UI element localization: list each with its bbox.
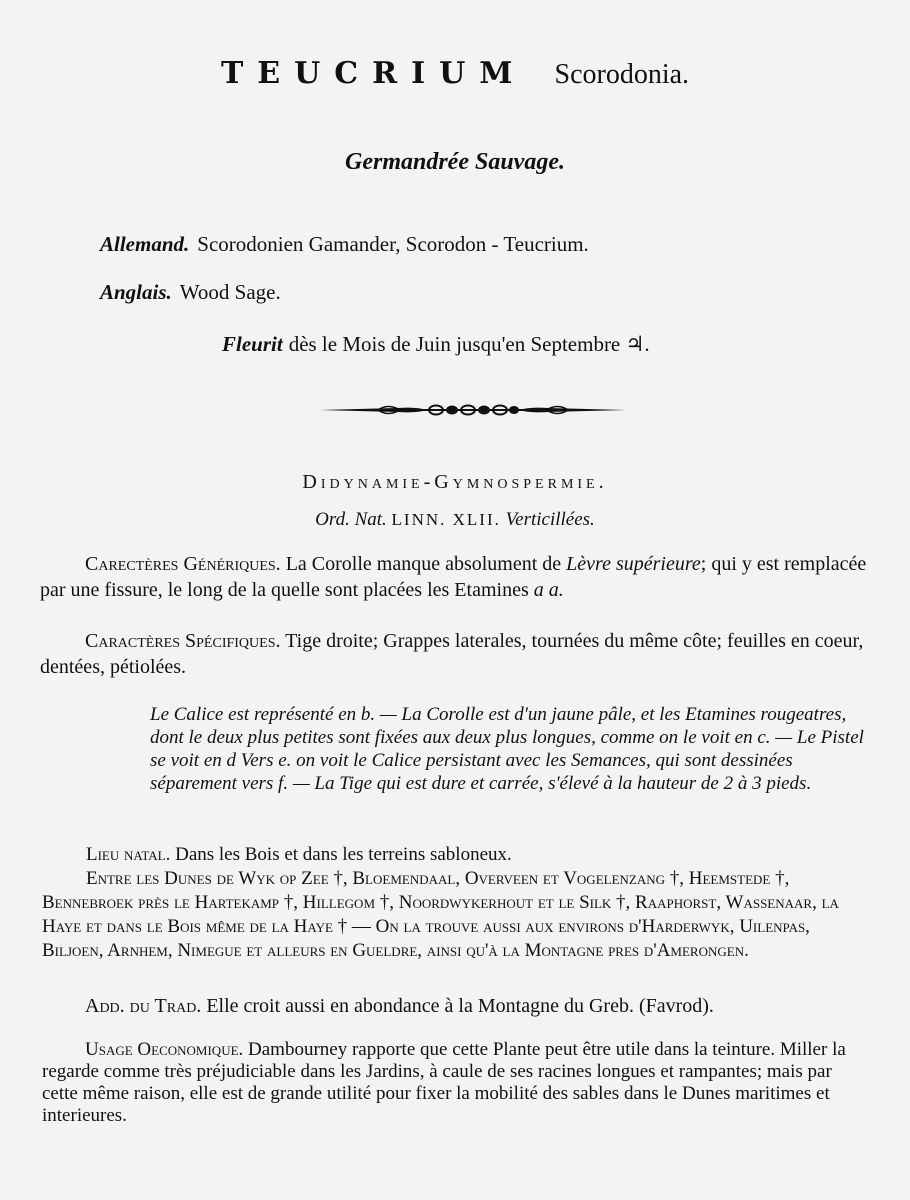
german-value: Scorodonien Gamander, Scorodon - Teucrium.: [197, 232, 589, 256]
plate-description: Le Calice est représenté en b. — La Corolle est d'un jaune pâle, et les Etamines rougeatres, dont le deux plus petites sont fixées aux deux plus longues, comme on le voit en c. — Le Pistel se voit en d Vers e. on voit le Calice persistant avec les Semances, qui sont dessinées séparement vers f. — La Tige qui est dure et carrée, s'élevé à la hauteur de 2 à 3 pieds.: [150, 704, 864, 794]
generic-heading: Carectères Génériques.: [85, 553, 281, 575]
ornamental-divider: [318, 398, 628, 422]
economic-usage-paragraph: [42, 1039, 872, 1127]
english-label: Anglais.: [100, 280, 172, 304]
german-label: Allemand.: [100, 232, 190, 256]
english-value: Wood Sage.: [179, 280, 281, 304]
natural-order: [0, 508, 910, 532]
habitat-locations: Entre les Dunes de Wyk op Zee †, Bloemendaal, Overveen et Vogelenzang †, Heemstede †, Bennebroek près le Hartekamp †, Hillegom †, Noordwykerhout et le Silk †, Raaphorst, Wassenaar, la Haye et dans le Bois même de la Haye † — On la trouve aussi aux environs d'Harderwyk, Uilenpas, Biljoen, Arnhem, Nimegue et alleurs en Gueldre, ainsi qu'à la Montagne pres d'Amerongen.: [42, 868, 839, 961]
genus-name: TEUCRIUM: [220, 56, 527, 91]
generic-text-italic: Lèvre supérieure: [566, 553, 701, 575]
order-prefix: Ord. Nat.: [315, 509, 387, 530]
specific-text: Tige droite; Grappes laterales, tournées du même côte; feuilles en coeur, dentées, pétiolées.: [40, 630, 864, 678]
order-suffix: Verticillées.: [505, 509, 595, 530]
english-name-line: [100, 280, 281, 304]
flowering-line: [222, 332, 650, 356]
german-name-line: [100, 232, 589, 256]
page-title: [0, 56, 910, 91]
usage-text: Dambourney rapporte que cette Plante peut être utile dans la teinture. Miller la regarde comme très préjudiciable dans les Jardins, à caule de ses racines longues et rampantes; mais par cette même raison, elle est de grande utilité pour fixer la mobilité des sables dans le Dunes maritimes et interieures.: [42, 1039, 846, 1126]
class-heading: Didynamie-Gymnospermie.: [302, 471, 608, 493]
flowering-text: dès le Mois de Juin jusqu'en Septembre ♃.: [288, 332, 650, 356]
addendum-heading: Add. du Trad.: [85, 995, 202, 1017]
habitat-heading: Lieu natal.: [86, 844, 171, 865]
generic-characters-paragraph: [40, 551, 880, 603]
generic-text-1: La Corolle manque absolument de: [285, 553, 562, 575]
usage-heading: Usage Oeconomique.: [85, 1039, 244, 1060]
translator-addendum: [42, 993, 872, 1019]
species-name: Scorodonia.: [554, 59, 690, 90]
flowering-label: Fleurit: [222, 332, 283, 356]
specific-characters-paragraph: [40, 628, 880, 680]
specific-heading: Caractères Spécifiques.: [85, 630, 281, 652]
habitat-line-1: Dans les Bois et dans les terreins sabloneux.: [175, 844, 512, 865]
common-name: Germandrée Sauvage.: [345, 149, 565, 175]
habitat-paragraph: [42, 843, 872, 963]
generic-text-2: ; qui y est remplacée par une fissure, le long de la quelle sont placées les Etamines: [40, 553, 867, 601]
order-linn: LINN. XLII.: [391, 510, 501, 529]
generic-text-end: a a.: [533, 579, 564, 601]
addendum-text: Elle croit aussi en abondance à la Montagne du Greb. (Favrod).: [206, 995, 714, 1017]
